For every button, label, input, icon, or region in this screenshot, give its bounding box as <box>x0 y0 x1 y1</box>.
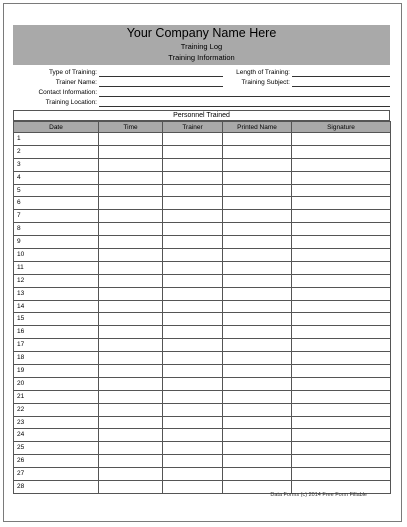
table-row <box>14 145 391 158</box>
date-cell[interactable]: 10 <box>14 249 99 262</box>
table-row <box>14 416 391 429</box>
time-cell[interactable] <box>99 390 163 403</box>
table-row <box>14 442 391 455</box>
time-cell[interactable] <box>99 481 163 494</box>
signature-cell[interactable] <box>292 468 391 481</box>
trainer-cell[interactable] <box>163 390 223 403</box>
table-row <box>14 390 391 403</box>
table-row <box>14 261 391 274</box>
signature-cell[interactable] <box>292 133 391 146</box>
table-row <box>14 210 391 223</box>
time-cell[interactable] <box>99 197 163 210</box>
printed-name-cell[interactable] <box>223 145 292 158</box>
date-cell[interactable]: 12 <box>14 274 99 287</box>
printed-name-cell[interactable] <box>223 313 292 326</box>
company-name: Your Company Name Here <box>126 26 277 40</box>
time-cell[interactable] <box>99 416 163 429</box>
date-cell[interactable]: 1 <box>14 133 99 146</box>
trainer-cell[interactable] <box>163 403 223 416</box>
column-header-trainer: Trainer <box>163 122 223 133</box>
time-cell[interactable] <box>99 223 163 236</box>
signature-cell[interactable] <box>292 300 391 313</box>
printed-name-cell[interactable] <box>223 133 292 146</box>
trainer-cell[interactable] <box>163 481 223 494</box>
date-cell[interactable]: 14 <box>14 300 99 313</box>
table-row <box>14 274 391 287</box>
trainer-cell[interactable] <box>163 210 223 223</box>
trainer-cell[interactable] <box>163 197 223 210</box>
table-header-row <box>14 122 391 133</box>
printed-name-cell[interactable] <box>223 184 292 197</box>
date-cell[interactable]: 21 <box>14 390 99 403</box>
printed-name-cell[interactable] <box>223 249 292 262</box>
signature-cell[interactable] <box>292 171 391 184</box>
printed-name-cell[interactable] <box>223 223 292 236</box>
date-cell[interactable]: 26 <box>14 455 99 468</box>
trainer-cell[interactable] <box>163 313 223 326</box>
trainer-cell[interactable] <box>163 184 223 197</box>
signature-cell[interactable] <box>292 158 391 171</box>
table-row <box>14 287 391 300</box>
contact-information-label: Contact Information: <box>38 89 97 96</box>
table-row <box>14 197 391 210</box>
time-cell[interactable] <box>99 210 163 223</box>
trainer-cell[interactable] <box>163 468 223 481</box>
footer-copyright: Data Forms (c) 2014 Free Form Fillable <box>270 492 367 498</box>
trainer-cell[interactable] <box>163 236 223 249</box>
date-cell[interactable]: 11 <box>14 261 99 274</box>
printed-name-cell[interactable] <box>223 287 292 300</box>
training-location-field[interactable] <box>99 106 390 107</box>
table-row <box>14 468 391 481</box>
date-cell[interactable]: 13 <box>14 287 99 300</box>
trainer-cell[interactable] <box>163 274 223 287</box>
time-cell[interactable] <box>99 274 163 287</box>
document-title: Training Log <box>180 42 223 51</box>
signature-cell[interactable] <box>292 197 391 210</box>
trainer-cell[interactable] <box>163 158 223 171</box>
time-cell[interactable] <box>99 455 163 468</box>
table-row <box>14 236 391 249</box>
printed-name-cell[interactable] <box>223 210 292 223</box>
time-cell[interactable] <box>99 184 163 197</box>
signature-cell[interactable] <box>292 429 391 442</box>
printed-name-cell[interactable] <box>223 326 292 339</box>
printed-name-cell[interactable] <box>223 377 292 390</box>
trainer-cell[interactable] <box>163 365 223 378</box>
trainer-name-field[interactable] <box>99 86 223 87</box>
trainer-cell[interactable] <box>163 287 223 300</box>
trainer-cell[interactable] <box>163 416 223 429</box>
signature-cell[interactable] <box>292 236 391 249</box>
signature-cell[interactable] <box>292 249 391 262</box>
signature-cell[interactable] <box>292 390 391 403</box>
table-row <box>14 184 391 197</box>
date-cell[interactable]: 20 <box>14 377 99 390</box>
table-row <box>14 313 391 326</box>
time-cell[interactable] <box>99 158 163 171</box>
time-cell[interactable] <box>99 468 163 481</box>
column-header-time: Time <box>99 122 163 133</box>
time-cell[interactable] <box>99 339 163 352</box>
printed-name-cell[interactable] <box>223 197 292 210</box>
date-cell[interactable]: 15 <box>14 313 99 326</box>
signature-cell[interactable] <box>292 442 391 455</box>
trainer-cell[interactable] <box>163 326 223 339</box>
trainer-cell[interactable] <box>163 339 223 352</box>
table-row <box>14 133 391 146</box>
time-cell[interactable] <box>99 145 163 158</box>
trainer-cell[interactable] <box>163 223 223 236</box>
signature-cell[interactable] <box>292 455 391 468</box>
date-cell[interactable]: 24 <box>14 429 99 442</box>
printed-name-cell[interactable] <box>223 365 292 378</box>
contact-information-field[interactable] <box>99 96 390 97</box>
table-row <box>14 455 391 468</box>
date-cell[interactable]: 19 <box>14 365 99 378</box>
table-row <box>14 249 391 262</box>
trainer-cell[interactable] <box>163 377 223 390</box>
date-cell[interactable]: 16 <box>14 326 99 339</box>
table-row <box>14 377 391 390</box>
type-of-training-label: Type of Training: <box>48 69 97 76</box>
time-cell[interactable] <box>99 442 163 455</box>
printed-name-cell[interactable] <box>223 236 292 249</box>
table-row <box>14 300 391 313</box>
date-cell[interactable]: 8 <box>14 223 99 236</box>
date-cell[interactable]: 2 <box>14 145 99 158</box>
printed-name-cell[interactable] <box>223 429 292 442</box>
column-header-printed-name: Printed Name <box>223 122 292 133</box>
time-cell[interactable] <box>99 287 163 300</box>
trainer-cell[interactable] <box>163 455 223 468</box>
signature-cell[interactable] <box>292 184 391 197</box>
printed-name-cell[interactable] <box>223 261 292 274</box>
signature-cell[interactable] <box>292 313 391 326</box>
column-header-date: Date <box>14 122 99 133</box>
training-subject-label: Training Subject: <box>241 79 290 86</box>
date-cell[interactable]: 28 <box>14 481 99 494</box>
time-cell[interactable] <box>99 365 163 378</box>
table-row <box>14 158 391 171</box>
table-row <box>14 403 391 416</box>
date-cell[interactable]: 23 <box>14 416 99 429</box>
printed-name-cell[interactable] <box>223 403 292 416</box>
date-cell[interactable]: 3 <box>14 158 99 171</box>
signature-cell[interactable] <box>292 403 391 416</box>
table-row <box>14 223 391 236</box>
trainer-cell[interactable] <box>163 133 223 146</box>
table-row <box>14 429 391 442</box>
date-cell[interactable]: 27 <box>14 468 99 481</box>
section-title: Training Information <box>168 53 235 62</box>
signature-cell[interactable] <box>292 223 391 236</box>
trainer-cell[interactable] <box>163 429 223 442</box>
trainer-cell[interactable] <box>163 352 223 365</box>
time-cell[interactable] <box>99 352 163 365</box>
signature-cell[interactable] <box>292 339 391 352</box>
time-cell[interactable] <box>99 300 163 313</box>
trainer-cell[interactable] <box>163 300 223 313</box>
date-cell[interactable]: 5 <box>14 184 99 197</box>
printed-name-cell[interactable] <box>223 300 292 313</box>
training-log-table <box>13 121 391 494</box>
signature-cell[interactable] <box>292 145 391 158</box>
printed-name-cell[interactable] <box>223 171 292 184</box>
table-row <box>14 365 391 378</box>
trainer-cell[interactable] <box>163 442 223 455</box>
time-cell[interactable] <box>99 403 163 416</box>
table-row <box>14 339 391 352</box>
date-cell[interactable]: 17 <box>14 339 99 352</box>
trainer-cell[interactable] <box>163 145 223 158</box>
printed-name-cell[interactable] <box>223 455 292 468</box>
date-cell[interactable]: 9 <box>14 236 99 249</box>
date-cell[interactable]: 7 <box>14 210 99 223</box>
signature-cell[interactable] <box>292 365 391 378</box>
trainer-name-label: Trainer Name: <box>55 79 97 86</box>
time-cell[interactable] <box>99 429 163 442</box>
header-band <box>13 25 390 65</box>
signature-cell[interactable] <box>292 287 391 300</box>
date-cell[interactable]: 4 <box>14 171 99 184</box>
date-cell[interactable]: 25 <box>14 442 99 455</box>
trainer-cell[interactable] <box>163 261 223 274</box>
training-subject-field[interactable] <box>292 86 390 87</box>
table-row <box>14 171 391 184</box>
printed-name-cell[interactable] <box>223 468 292 481</box>
length-of-training-label: Length of Training: <box>236 69 290 76</box>
date-cell[interactable]: 18 <box>14 352 99 365</box>
table-row <box>14 352 391 365</box>
signature-cell[interactable] <box>292 274 391 287</box>
printed-name-cell[interactable] <box>223 442 292 455</box>
personnel-trained-heading: Personnel Trained <box>13 110 390 121</box>
signature-cell[interactable] <box>292 352 391 365</box>
trainer-cell[interactable] <box>163 249 223 262</box>
printed-name-cell[interactable] <box>223 390 292 403</box>
time-cell[interactable] <box>99 377 163 390</box>
table-row <box>14 326 391 339</box>
trainer-cell[interactable] <box>163 171 223 184</box>
time-cell[interactable] <box>99 249 163 262</box>
printed-name-cell[interactable] <box>223 339 292 352</box>
signature-cell[interactable] <box>292 261 391 274</box>
signature-cell[interactable] <box>292 377 391 390</box>
time-cell[interactable] <box>99 326 163 339</box>
time-cell[interactable] <box>99 133 163 146</box>
signature-cell[interactable] <box>292 210 391 223</box>
signature-cell[interactable] <box>292 416 391 429</box>
time-cell[interactable] <box>99 313 163 326</box>
type-of-training-field[interactable] <box>99 76 223 77</box>
length-of-training-field[interactable] <box>292 76 390 77</box>
printed-name-cell[interactable] <box>223 352 292 365</box>
printed-name-cell[interactable] <box>223 158 292 171</box>
printed-name-cell[interactable] <box>223 416 292 429</box>
date-cell[interactable]: 6 <box>14 197 99 210</box>
time-cell[interactable] <box>99 171 163 184</box>
time-cell[interactable] <box>99 261 163 274</box>
signature-cell[interactable] <box>292 326 391 339</box>
time-cell[interactable] <box>99 236 163 249</box>
printed-name-cell[interactable] <box>223 274 292 287</box>
column-header-signature: Signature <box>292 122 391 133</box>
training-location-label: Training Location: <box>45 99 97 106</box>
date-cell[interactable]: 22 <box>14 403 99 416</box>
